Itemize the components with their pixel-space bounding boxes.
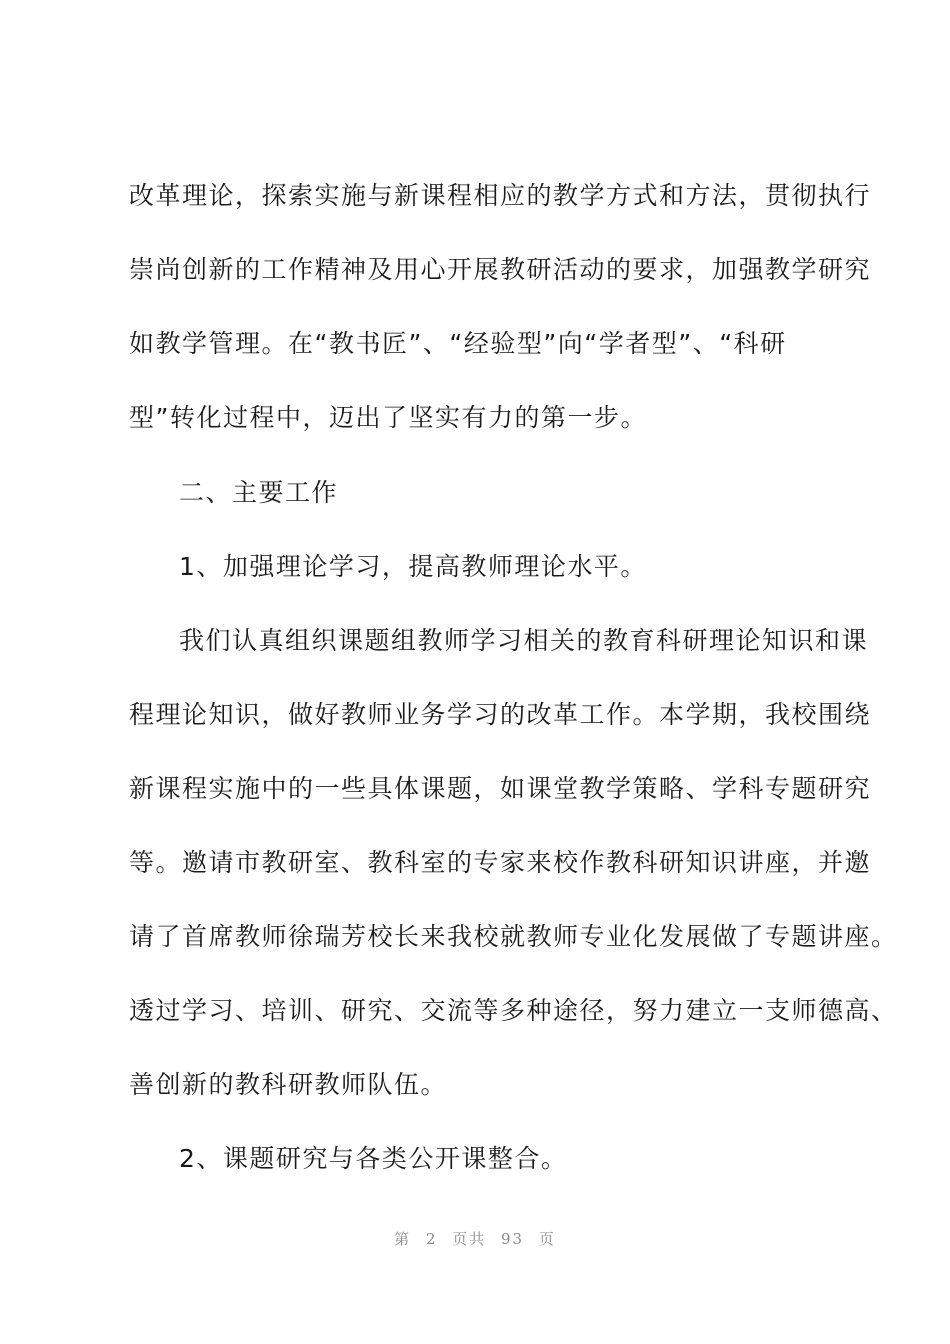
page-footer: 第 2 页共 93 页 (394, 1230, 556, 1248)
body-line-1: 改革理论，探索实施与新课程相应的教学方式和方法，贯彻执行 (129, 181, 872, 210)
body-line-6: 程理论知识，做好教师业务学习的改革工作。本学期，我校围绕 (129, 700, 872, 729)
body-line-8: 等。邀请市教研室、教科室的专家来校作教科研知识讲座，并邀 (129, 848, 872, 877)
subsection-heading-2: 2、课题研究与各类公开课整合。 (179, 1144, 568, 1173)
body-line-10: 透过学习、培训、研究、交流等多种途径，努力建立一支师德高、 (129, 996, 898, 1025)
subsection-heading-1: 1、加强理论学习，提高教师理论水平。 (179, 552, 647, 581)
body-line-4: 型”转化过程中，迈出了坚实有力的第一步。 (129, 403, 647, 432)
body-line-2: 崇尚创新的工作精神及用心开展教研活动的要求，加强教学研究 (129, 255, 872, 284)
section-heading: 二、主要工作 (179, 478, 339, 507)
body-line-9: 请了首席教师徐瑞芳校长来我校就教师专业化发展做了专题讲座。 (129, 922, 898, 951)
body-line-11: 善创新的教科研教师队伍。 (129, 1070, 448, 1099)
body-line-5: 我们认真组织课题组教师学习相关的教育科研理论知识和课 (179, 626, 869, 655)
body-line-7: 新课程实施中的一些具体课题，如课堂教学策略、学科专题研究 (129, 774, 872, 803)
body-line-3: 如教学管理。在“教书匠”、“经验型”向“学者型”、“科研 (129, 329, 787, 358)
